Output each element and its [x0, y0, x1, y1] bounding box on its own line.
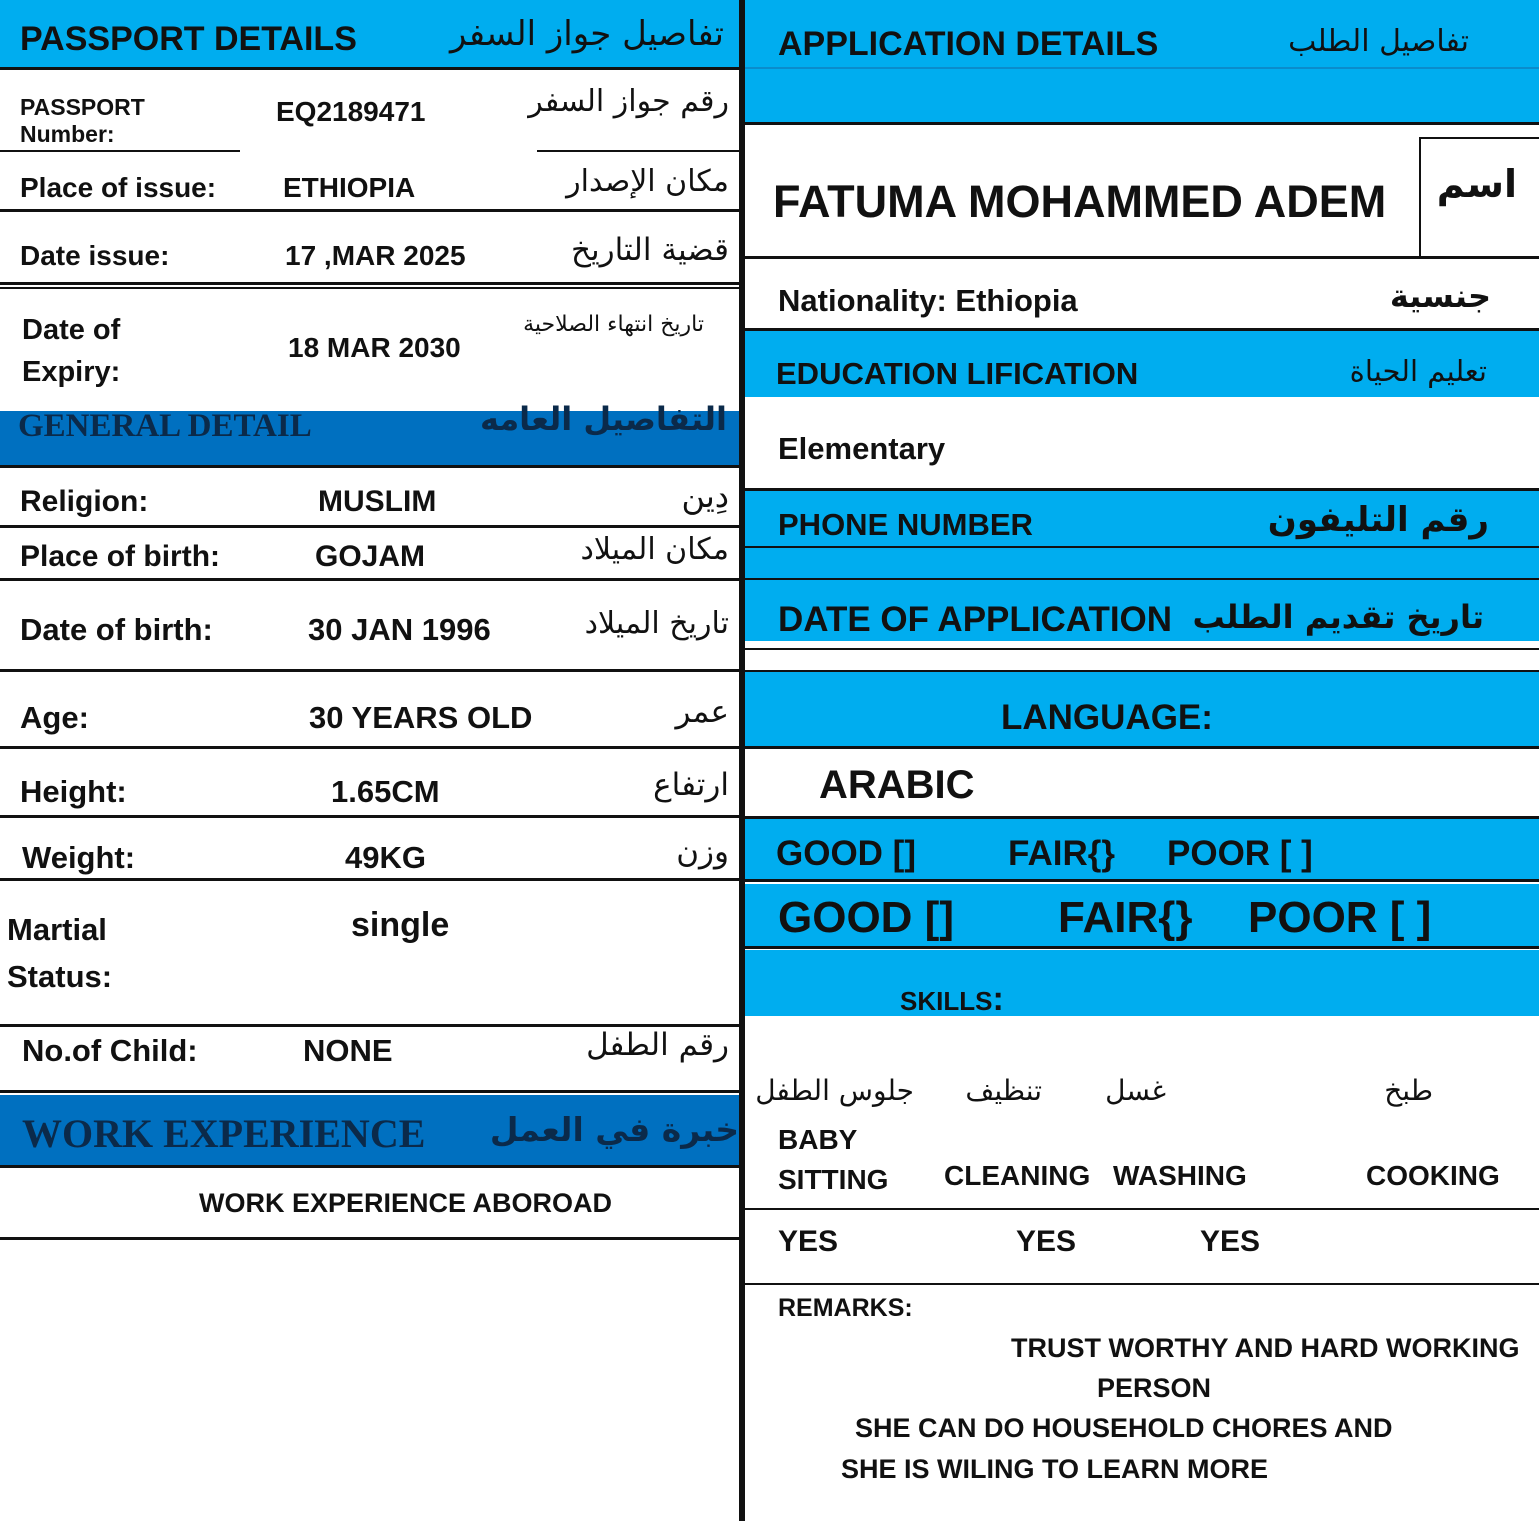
weight-label: Weight:: [22, 840, 136, 875]
date-issue-ar: قضية التاريخ: [571, 232, 729, 268]
skill-washing-answer: YES: [1200, 1225, 1261, 1258]
skills-header: SKILLS:: [900, 980, 1004, 1018]
no-of-child-value: NONE: [303, 1033, 393, 1068]
application-header-en: APPLICATION DETAILS: [778, 25, 1159, 63]
date-of-birth-ar: تاريخ الميلاد: [584, 606, 729, 641]
height-ar: ارتفاع: [653, 767, 729, 803]
education-value: Elementary: [778, 431, 946, 466]
weight-value: 49KG: [345, 840, 426, 875]
remarks-line-1: TRUST WORTHY AND HARD WORKING: [1011, 1333, 1520, 1363]
weight-ar: وزن: [676, 834, 729, 870]
remarks-line-4: SHE IS WILING TO LEARN MORE: [841, 1454, 1269, 1484]
religion-ar: دِين: [681, 477, 729, 515]
skill-washing-ar: غسل: [1105, 1074, 1166, 1107]
skill-cleaning-ar: تنظيف: [965, 1074, 1042, 1107]
age-ar: عمر: [675, 694, 729, 730]
rating-2-good: GOOD []: [778, 893, 954, 942]
skill-baby-sitting-answer: YES: [778, 1225, 839, 1258]
height-value: 1.65CM: [331, 774, 440, 809]
place-of-issue-ar: مكان الإصدار: [566, 164, 729, 199]
passport-number-value: EQ2189471: [276, 96, 426, 127]
no-of-child-ar: رقم الطفل: [586, 1027, 729, 1063]
skill-cleaning-en: CLEANING: [944, 1160, 1091, 1191]
passport-number-ar: رقم جواز السفر: [528, 84, 729, 119]
date-issue-label: Date issue:: [20, 240, 170, 271]
education-ar: تعليم الحياة: [1349, 354, 1487, 388]
age-label: Age:: [20, 700, 89, 735]
skill-baby-sitting-ar: جلوس الطفل: [755, 1074, 914, 1107]
remarks-line-3: SHE CAN DO HOUSEHOLD CHORES AND: [855, 1413, 1393, 1443]
application-header-ar: تفاصيل الطلب: [1288, 24, 1469, 59]
marital-status-label: Martial Status:: [7, 912, 113, 994]
nationality-ar: جنسية: [1389, 277, 1491, 315]
date-of-expiry-ar: تاريخ انتهاء الصلاحية: [523, 312, 704, 337]
general-header-ar: التفاصيل العامه: [479, 400, 727, 438]
skill-baby-sitting-en: BABY SITTING: [778, 1124, 889, 1195]
date-issue-value: 17 ,MAR 2025: [285, 240, 466, 271]
language-header: LANGUAGE:: [1001, 698, 1213, 737]
applicant-name: FATUMA MOHAMMED ADEM: [773, 176, 1387, 227]
skill-cooking-ar: طبخ: [1384, 1074, 1433, 1107]
phone-label: PHONE NUMBER: [778, 507, 1033, 542]
phone-ar: رقم التليفون: [1267, 500, 1489, 540]
place-of-issue-label: Place of issue:: [20, 172, 217, 203]
general-header-en: GENERAL DETAIL: [18, 408, 312, 444]
date-of-expiry-label: Date of Expiry:: [22, 314, 121, 388]
no-of-child-label: No.of Child:: [22, 1033, 198, 1068]
name-ar-label: اسم: [1436, 162, 1517, 206]
age-value: 30 YEARS OLD: [309, 700, 533, 735]
work-header-ar: خبرة في العمل: [489, 1110, 739, 1149]
education-label: EDUCATION LIFICATION: [776, 356, 1139, 391]
language-value: ARABIC: [819, 763, 975, 807]
religion-value: MUSLIM: [318, 485, 437, 518]
skill-cooking-en: COOKING: [1366, 1160, 1500, 1191]
place-of-birth-label: Place of birth:: [20, 540, 221, 573]
date-of-application-ar: تاريخ تقديم الطلب: [1192, 598, 1484, 636]
rating-2-fair: FAIR{}: [1058, 893, 1193, 942]
remarks-line-2: PERSON: [1097, 1373, 1212, 1403]
place-of-issue-value: ETHIOPIA: [283, 172, 416, 203]
marital-status-value: single: [351, 906, 450, 944]
skill-cleaning-answer: YES: [1016, 1225, 1077, 1258]
place-of-birth-ar: مكان الميلاد: [580, 532, 729, 567]
work-header-en: WORK EXPERIENCE: [22, 1111, 426, 1156]
passport-number-label: PASSPORT Number:: [20, 94, 145, 147]
passport-header-ar: تفاصيل جواز السفر: [449, 14, 724, 54]
rating-1-fair: FAIR{}: [1008, 834, 1115, 873]
column-divider: [739, 0, 745, 1521]
rating-1-poor: POOR [ ]: [1167, 834, 1313, 873]
place-of-birth-value: GOJAM: [315, 540, 426, 573]
height-label: Height:: [20, 774, 127, 809]
passport-header-en: PASSPORT DETAILS: [20, 20, 357, 58]
date-of-birth-label: Date of birth:: [20, 612, 213, 647]
remarks-label: REMARKS:: [778, 1294, 913, 1322]
nationality-label: Nationality: Ethiopia: [778, 283, 1078, 318]
rating-2-poor: POOR [ ]: [1248, 893, 1432, 942]
skill-washing-en: WASHING: [1113, 1160, 1247, 1191]
skills-header-band: [745, 950, 1539, 1016]
date-of-application-label: DATE OF APPLICATION: [778, 600, 1173, 639]
date-of-birth-value: 30 JAN 1996: [308, 612, 491, 647]
religion-label: Religion:: [20, 485, 149, 518]
rating-1-good: GOOD []: [776, 834, 916, 873]
date-of-expiry-value: 18 MAR 2030: [288, 332, 461, 363]
work-abroad-label: WORK EXPERIENCE ABOROAD: [199, 1188, 613, 1218]
